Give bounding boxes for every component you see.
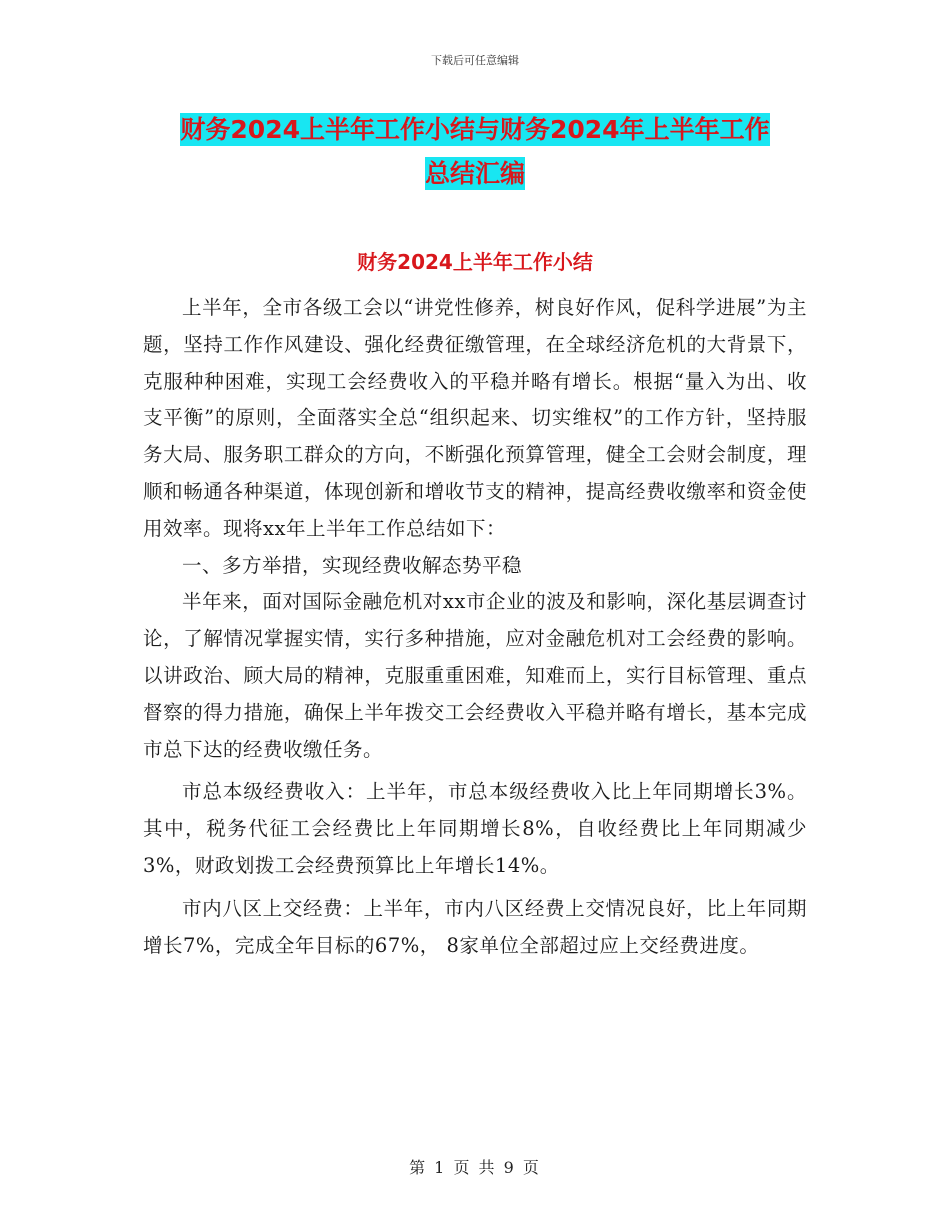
paragraph-intro: 上半年，全市各级工会以“讲党性修养，树良好作风，促科学进展”为主题，坚持工作作风建设、强化经费征缴管理，在全球经济危机的大背景下，克服种种困难，实现工会经费收入的平稳并略有增长。根据“量入为出、收支平衡”的原则，全面落实全总“组织起来、切实维权”的工作方针，坚持服务大局、服务职工群众的方向，不断强化预算管理，健全工会财会制度，理顺和畅通各种渠道，体现创新和增收节支的精神，提高经费收缴率和资金使用效率。现将xx年上半年工作总结如下：	[143, 296, 807, 540]
page-number: 第 1 页 共 9 页	[409, 1158, 541, 1177]
section-title: 财务2024上半年工作小结	[357, 250, 593, 274]
document-body	[143, 290, 807, 964]
document-title	[0, 108, 950, 196]
paragraph-district-funds: 市内八区上交经费：上半年，市内八区经费上交情况良好，比上年同期增长7%，完成全年目标的67%， 8家单位全部超过应上交经费进度。	[143, 896, 807, 957]
paragraph-heading-1: 一、多方举措，实现经费收解态势平稳	[182, 553, 523, 577]
document-title-line-2: 总结汇编	[424, 159, 525, 188]
document-title-line-1: 财务2024上半年工作小结与财务2024年上半年工作	[180, 115, 770, 144]
paragraph-city-income: 市总本级经费收入：上半年，市总本级经费收入比上年同期增长3%。其中，税务代征工会经费比上年同期增长8%，自收经费比上年同期减少3%，财政划拨工会经费预算比上年增长14%。	[143, 780, 807, 877]
paragraph-overview: 半年来，面对国际金融危机对xx市企业的波及和影响，深化基层调查讨论，了解情况掌握实情，实行多种措施，应对金融危机对工会经费的影响。以讲政治、顾大局的精神，克服重重困难，知难而上，实行目标管理、重点督察的得力措施，确保上半年拨交工会经费收入平稳并略有增长，基本完成市总下达的经费收缴任务。	[143, 590, 807, 761]
page-header: 下载后可任意编辑	[431, 54, 519, 67]
